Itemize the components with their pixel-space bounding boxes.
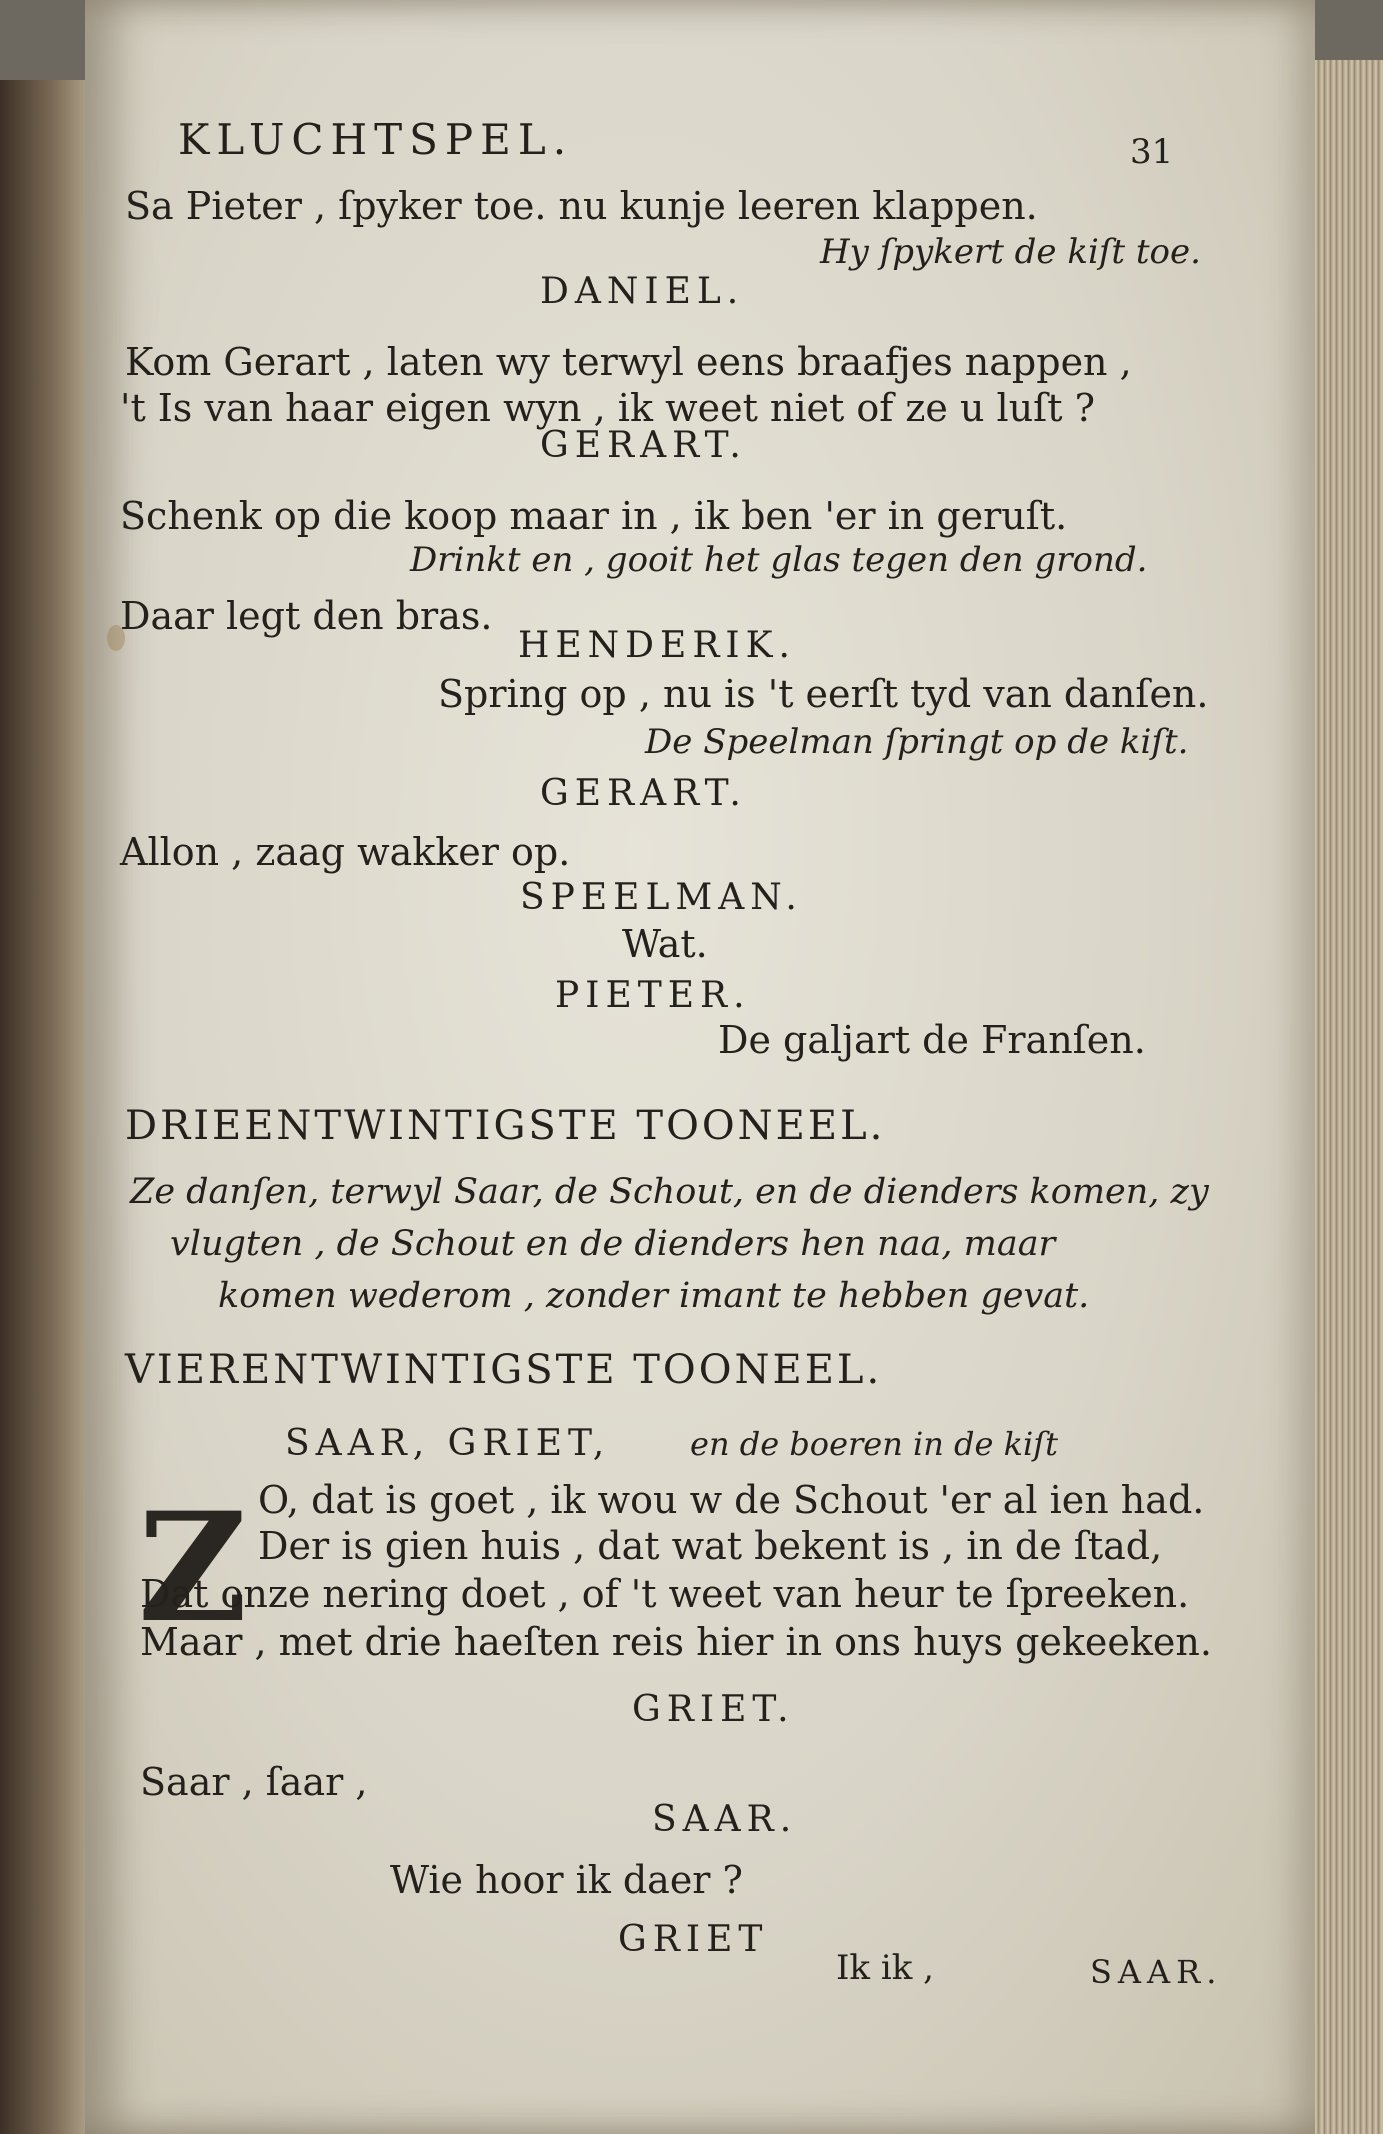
scene-heading: VIERENTWINTIGSTE TOONEEL. bbox=[125, 1347, 883, 1393]
left-page-edge bbox=[0, 80, 95, 2134]
verse-line: Dat onze nering doet , of 't weet van heur te ſpreeken. bbox=[140, 1572, 1190, 1616]
verse-line: Spring op , nu is 't eerſt tyd van danſen. bbox=[438, 672, 1209, 716]
speaker-name: GERART. bbox=[540, 425, 747, 466]
stage-direction: Ze danſen, terwyl Saar, de Schout, en de dienders komen, zy bbox=[130, 1172, 1209, 1212]
verse-line: Maar , met drie haeſten reis hier in ons huys gekeeken. bbox=[140, 1620, 1212, 1664]
speaker-name: DANIEL. bbox=[540, 271, 745, 312]
verse-line: Sa Pieter , ſpyker toe. nu kunje leeren klappen. bbox=[125, 184, 1038, 228]
verse-line: Kom Gerart , laten wy terwyl eens braafjes nappen , bbox=[125, 340, 1132, 384]
stage-direction: vlugten , de Schout en de dienders hen naa, maar bbox=[170, 1224, 1056, 1264]
stage-direction: en de boeren in de kiſt bbox=[690, 1425, 1058, 1463]
verse-line: Daar legt den bras. bbox=[120, 594, 493, 638]
speaker-name: SAAR. bbox=[1090, 1953, 1223, 1991]
drop-cap: Z bbox=[138, 1480, 248, 1656]
verse-line: O, dat is goet , ik wou w de Schout 'er al ien had. bbox=[258, 1478, 1205, 1522]
speaker-name: PIETER. bbox=[555, 975, 751, 1016]
verse-line: Der is gien huis , dat wat bekent is , in de ſtad, bbox=[258, 1524, 1163, 1568]
stage-direction: komen wederom , zonder imant te hebben gevat. bbox=[218, 1276, 1090, 1316]
speaker-name: SAAR. bbox=[652, 1799, 798, 1840]
stage-direction: Drinkt en , gooit het glas tegen den grond. bbox=[410, 540, 1148, 580]
verse-line: Allon , zaag wakker op. bbox=[120, 830, 571, 874]
speaker-name: SPEELMAN. bbox=[520, 877, 803, 918]
speaker-name: GERART. bbox=[540, 773, 747, 814]
verse-line: Saar , ſaar , bbox=[140, 1760, 368, 1804]
verse-line: Wat. bbox=[622, 922, 708, 966]
verse-line: Wie hoor ik daer ? bbox=[390, 1858, 743, 1902]
speaker-name: GRIET. bbox=[632, 1689, 795, 1730]
verse-line: Schenk op die koop maar in , ik ben 'er in geruſt. bbox=[120, 494, 1068, 538]
running-title: KLUCHTSPEL. bbox=[178, 115, 574, 164]
verse-line: De galjart de Franſen. bbox=[718, 1018, 1146, 1062]
verse-line: Ik ik , bbox=[836, 1948, 934, 1988]
verse-line: 't Is van haar eigen wyn , ik weet niet of ze u luſt ? bbox=[120, 386, 1095, 430]
scene-heading: DRIEENTWINTIGSTE TOONEEL. bbox=[125, 1103, 886, 1149]
stage-direction: Hy ſpykert de kiſt toe. bbox=[820, 232, 1201, 272]
speaker-list: SAAR, GRIET, bbox=[285, 1423, 611, 1464]
speaker-name: HENDERIK. bbox=[518, 625, 796, 666]
stage-direction: De Speelman ſpringt op de kiſt. bbox=[645, 722, 1189, 762]
page-number: 31 bbox=[1130, 132, 1174, 172]
speaker-name: GRIET bbox=[618, 1919, 769, 1960]
